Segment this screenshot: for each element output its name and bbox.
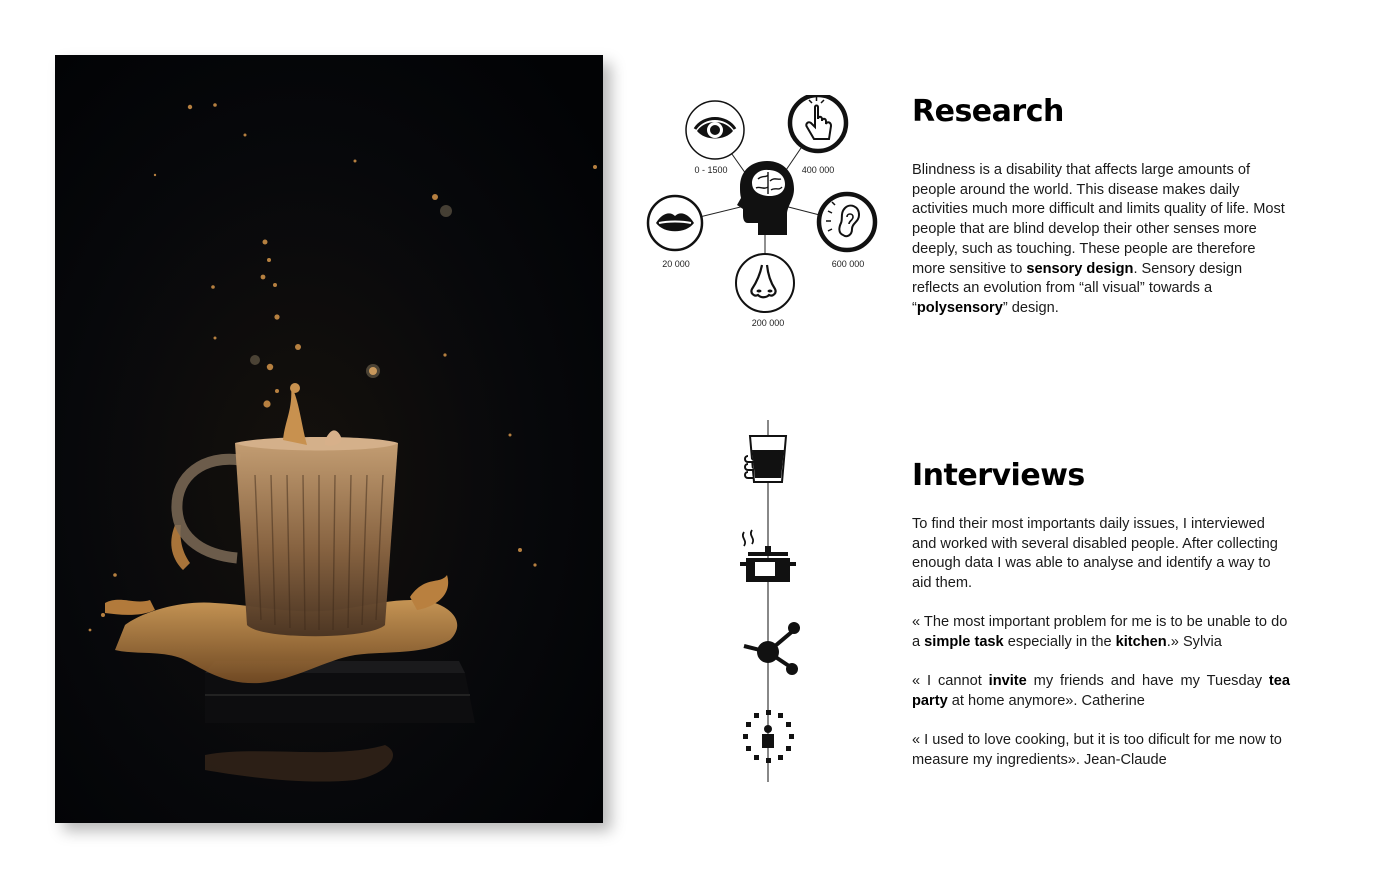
quote-sylvia	[912, 613, 1290, 652]
text-run: .» Sylvia	[1166, 633, 1222, 650]
emphasis-text: kitchen	[1115, 633, 1167, 650]
brain-head-icon	[737, 161, 794, 235]
text-run: at home anymore». Catherine	[947, 692, 1145, 709]
text-run: « I used to love cooking, but it is too dificult for me now to measure my ingredients». Jean-Claude	[912, 732, 1282, 768]
research-paragraph	[912, 161, 1292, 319]
sense-label-eye: 0 - 1500	[694, 165, 728, 175]
text-run: ” design.	[1002, 299, 1059, 316]
emphasis-text: invite	[988, 673, 1027, 689]
emphasis-text: sensory design	[1026, 260, 1134, 277]
sense-lips	[648, 196, 702, 269]
sense-label-touch: 400 000	[801, 165, 835, 175]
interviews-timeline	[730, 420, 810, 790]
coffee-splash-photo	[55, 55, 603, 823]
interviews-title: Interviews	[912, 458, 1085, 493]
sense-touch	[790, 95, 846, 175]
coffee-splash-illustration	[55, 55, 603, 823]
emphasis-text: polysensory	[916, 299, 1003, 316]
emphasis-text: simple task	[924, 633, 1004, 650]
interviews-intro: To find their most importants daily issues, I interviewed and worked with several disabled people. After collecting enough data I was able to analyse and identify a way to aid them.	[912, 516, 1278, 592]
sense-eye	[686, 101, 744, 175]
glass-in-hand-icon	[745, 436, 786, 482]
quote-catherine	[912, 672, 1290, 711]
text-run: my friends and have my Tuesday	[1026, 673, 1269, 689]
text-run: « I cannot	[912, 673, 989, 689]
network-icon	[744, 622, 800, 675]
text-run: . Sensory design reflects an evolution from “all visual” towards a “	[912, 260, 1243, 316]
text-run: « The most important problem for me is to be unable to do a	[912, 614, 1288, 650]
senses-diagram	[640, 95, 890, 345]
text-run: Blindness is a disability that affects large amounts of people around the world. This disease makes daily activities much more difficult and limits quality of life. Most people that are blind develop their other senses more deeply, such as touching. These people are therefore more sensitive to	[912, 162, 1285, 277]
sense-nose	[736, 254, 794, 328]
emphasis-text: tea party	[912, 673, 1290, 709]
sense-label-lips: 20 000	[662, 259, 690, 269]
sense-label-nose: 200 000	[751, 318, 785, 328]
quote-jean-claude	[912, 731, 1290, 770]
sense-ear	[819, 194, 875, 269]
research-title: Research	[912, 94, 1064, 129]
sense-label-ear: 600 000	[831, 259, 865, 269]
text-run: especially in the	[1003, 633, 1116, 650]
